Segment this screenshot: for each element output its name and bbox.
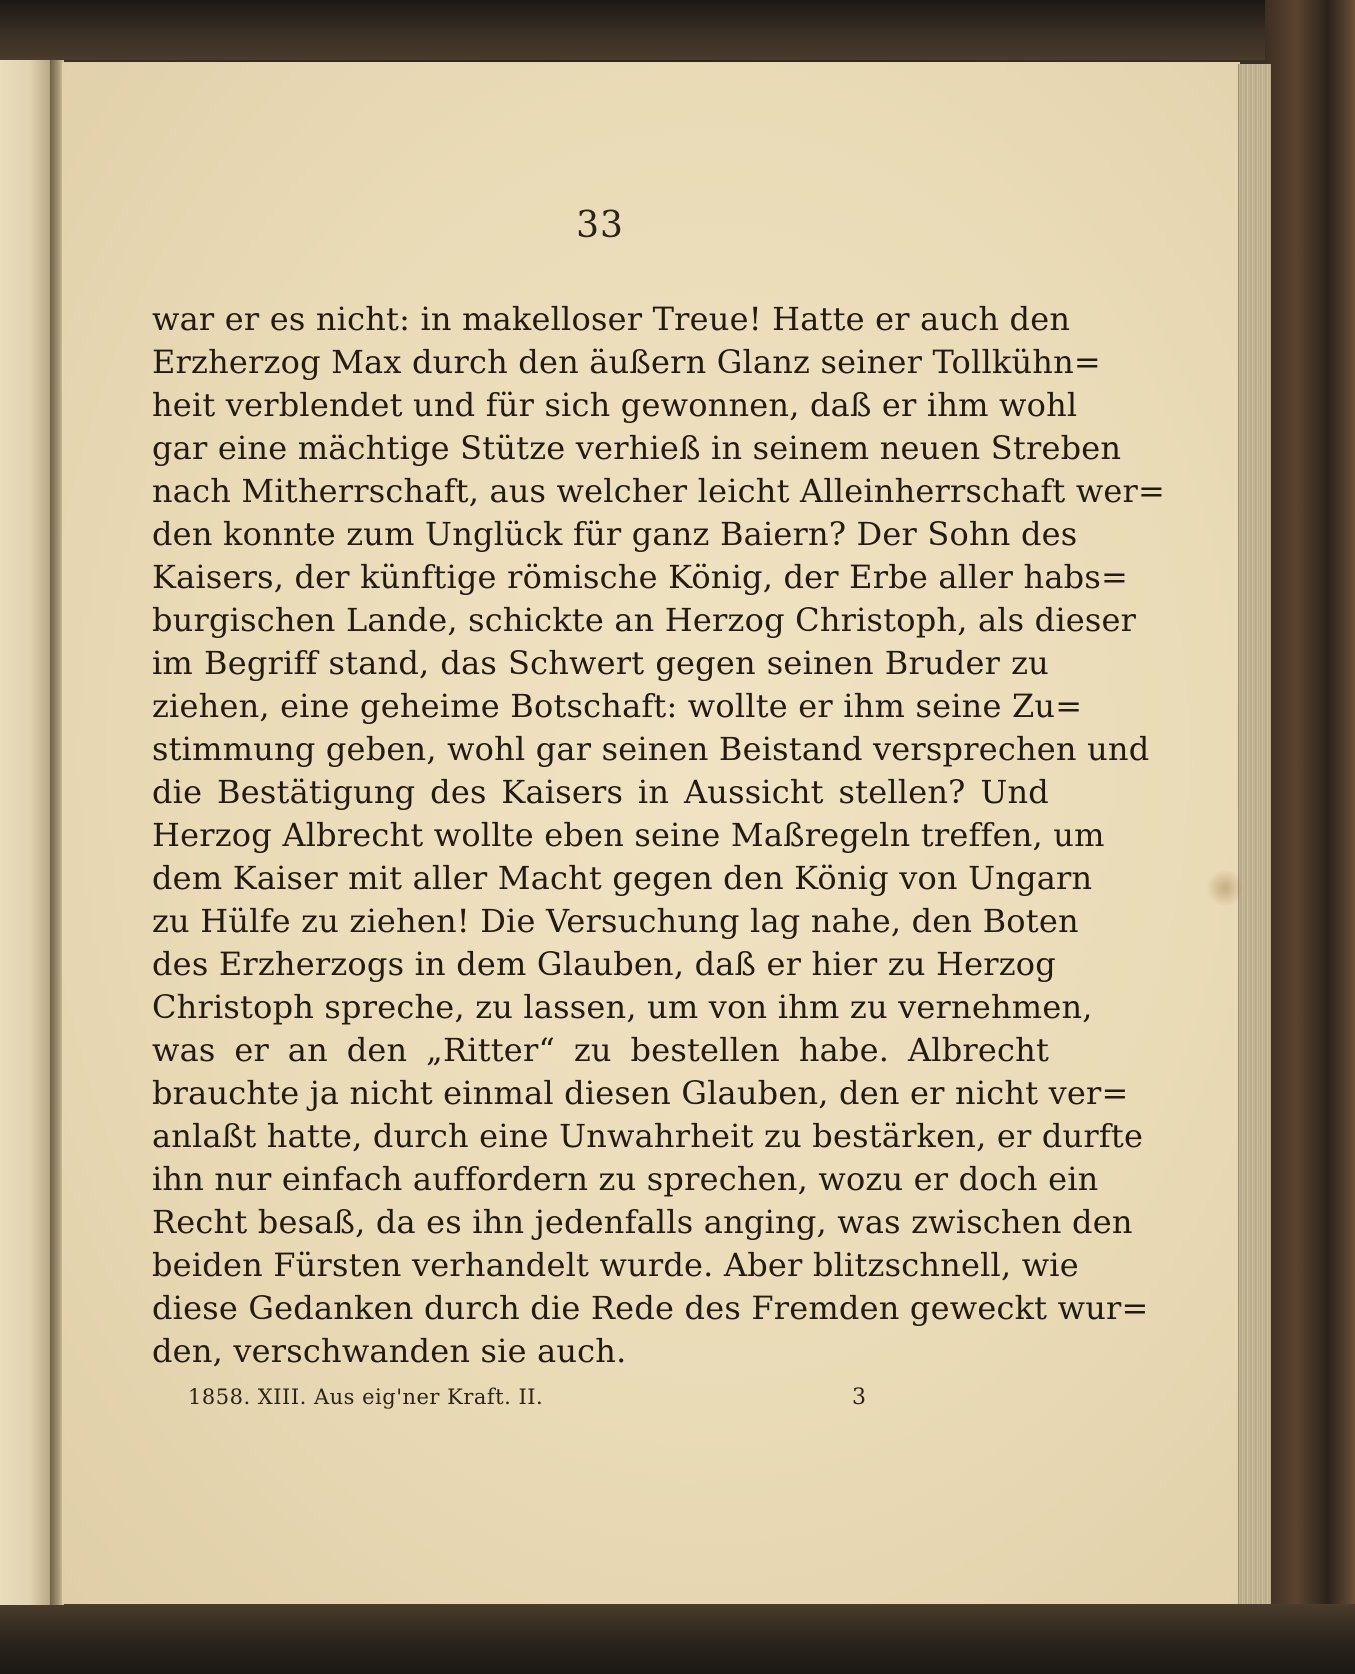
- text-line: des Erzherzogs in dem Glauben, daß er hier zu Herzog: [152, 945, 1056, 983]
- paper-stain: [1205, 870, 1245, 906]
- text-line: dem Kaiser mit aller Macht gegen den König von Ungarn: [152, 859, 1093, 897]
- text-line: burgischen Lande, schickte an Herzog Christoph, als dieser: [152, 601, 1137, 639]
- book-cover-bottom-edge: [0, 1604, 1355, 1674]
- text-line: Erzherzog Max durch den äußern Glanz seiner Tollkühn=: [152, 343, 1101, 381]
- text-line: diese Gedanken durch die Rede des Fremden geweckt wur=: [152, 1289, 1149, 1327]
- footer-signature: 1858. XIII. Aus eig'ner Kraft. II.: [188, 1385, 544, 1409]
- text-line: gar eine mächtige Stütze verhieß in seinem neuen Streben: [152, 429, 1122, 467]
- text-line: den konnte zum Unglück für ganz Baiern? Der Sohn des: [152, 515, 1078, 553]
- page-edges-stack: [1238, 64, 1271, 1604]
- text-line: ziehen, eine geheime Botschaft: wollte er ihm seine Zu=: [152, 687, 1083, 725]
- text-line: war er es nicht: in makelloser Treue! Hatte er auch den: [152, 300, 1071, 338]
- text-line: Kaisers, der künftige römische König, der Erbe aller habs=: [152, 558, 1128, 596]
- text-line: den, verschwanden sie auch.: [152, 1332, 627, 1370]
- text-line: heit verblendet und für sich gewonnen, daß er ihm wohl: [152, 386, 1078, 424]
- text-line: anlaßt hatte, durch eine Unwahrheit zu bestärken, er durfte: [152, 1117, 1144, 1155]
- page-number: 33: [576, 205, 624, 246]
- footer-sheet-number: 3: [852, 1385, 866, 1410]
- text-line: was er an den „Ritter“ zu bestellen habe. Albrecht: [152, 1031, 1049, 1069]
- left-page-sliver: [0, 60, 52, 1605]
- text-line: stimmung geben, wohl gar seinen Beistand versprechen und: [152, 730, 1150, 768]
- text-line: Christoph spreche, zu lassen, um von ihm zu vernehmen,: [152, 988, 1093, 1026]
- text-line: ihn nur einfach auffordern zu sprechen, wozu er doch ein: [152, 1160, 1099, 1198]
- text-line: brauchte ja nicht einmal diesen Glauben, den er nicht ver=: [152, 1074, 1129, 1112]
- book-cover-spine-edge: [1265, 0, 1355, 1674]
- text-line: im Begriff stand, das Schwert gegen seinen Bruder zu: [152, 644, 1049, 682]
- text-line: nach Mitherrschaft, aus welcher leicht Alleinherrschaft wer=: [152, 472, 1166, 510]
- text-line: Herzog Albrecht wollte eben seine Maßregeln treffen, um: [152, 816, 1105, 854]
- text-line: zu Hülfe zu ziehen! Die Versuchung lag nahe, den Boten: [152, 902, 1079, 940]
- text-line: die Bestätigung des Kaisers in Aussicht stellen? Und: [152, 773, 1049, 811]
- book-cover-top-edge: [0, 0, 1355, 60]
- text-line: Recht besaß, da es ihn jedenfalls anging, was zwischen den: [152, 1203, 1133, 1241]
- text-line: beiden Fürsten verhandelt wurde. Aber blitzschnell, wie: [152, 1246, 1079, 1284]
- body-text: [152, 298, 1166, 1373]
